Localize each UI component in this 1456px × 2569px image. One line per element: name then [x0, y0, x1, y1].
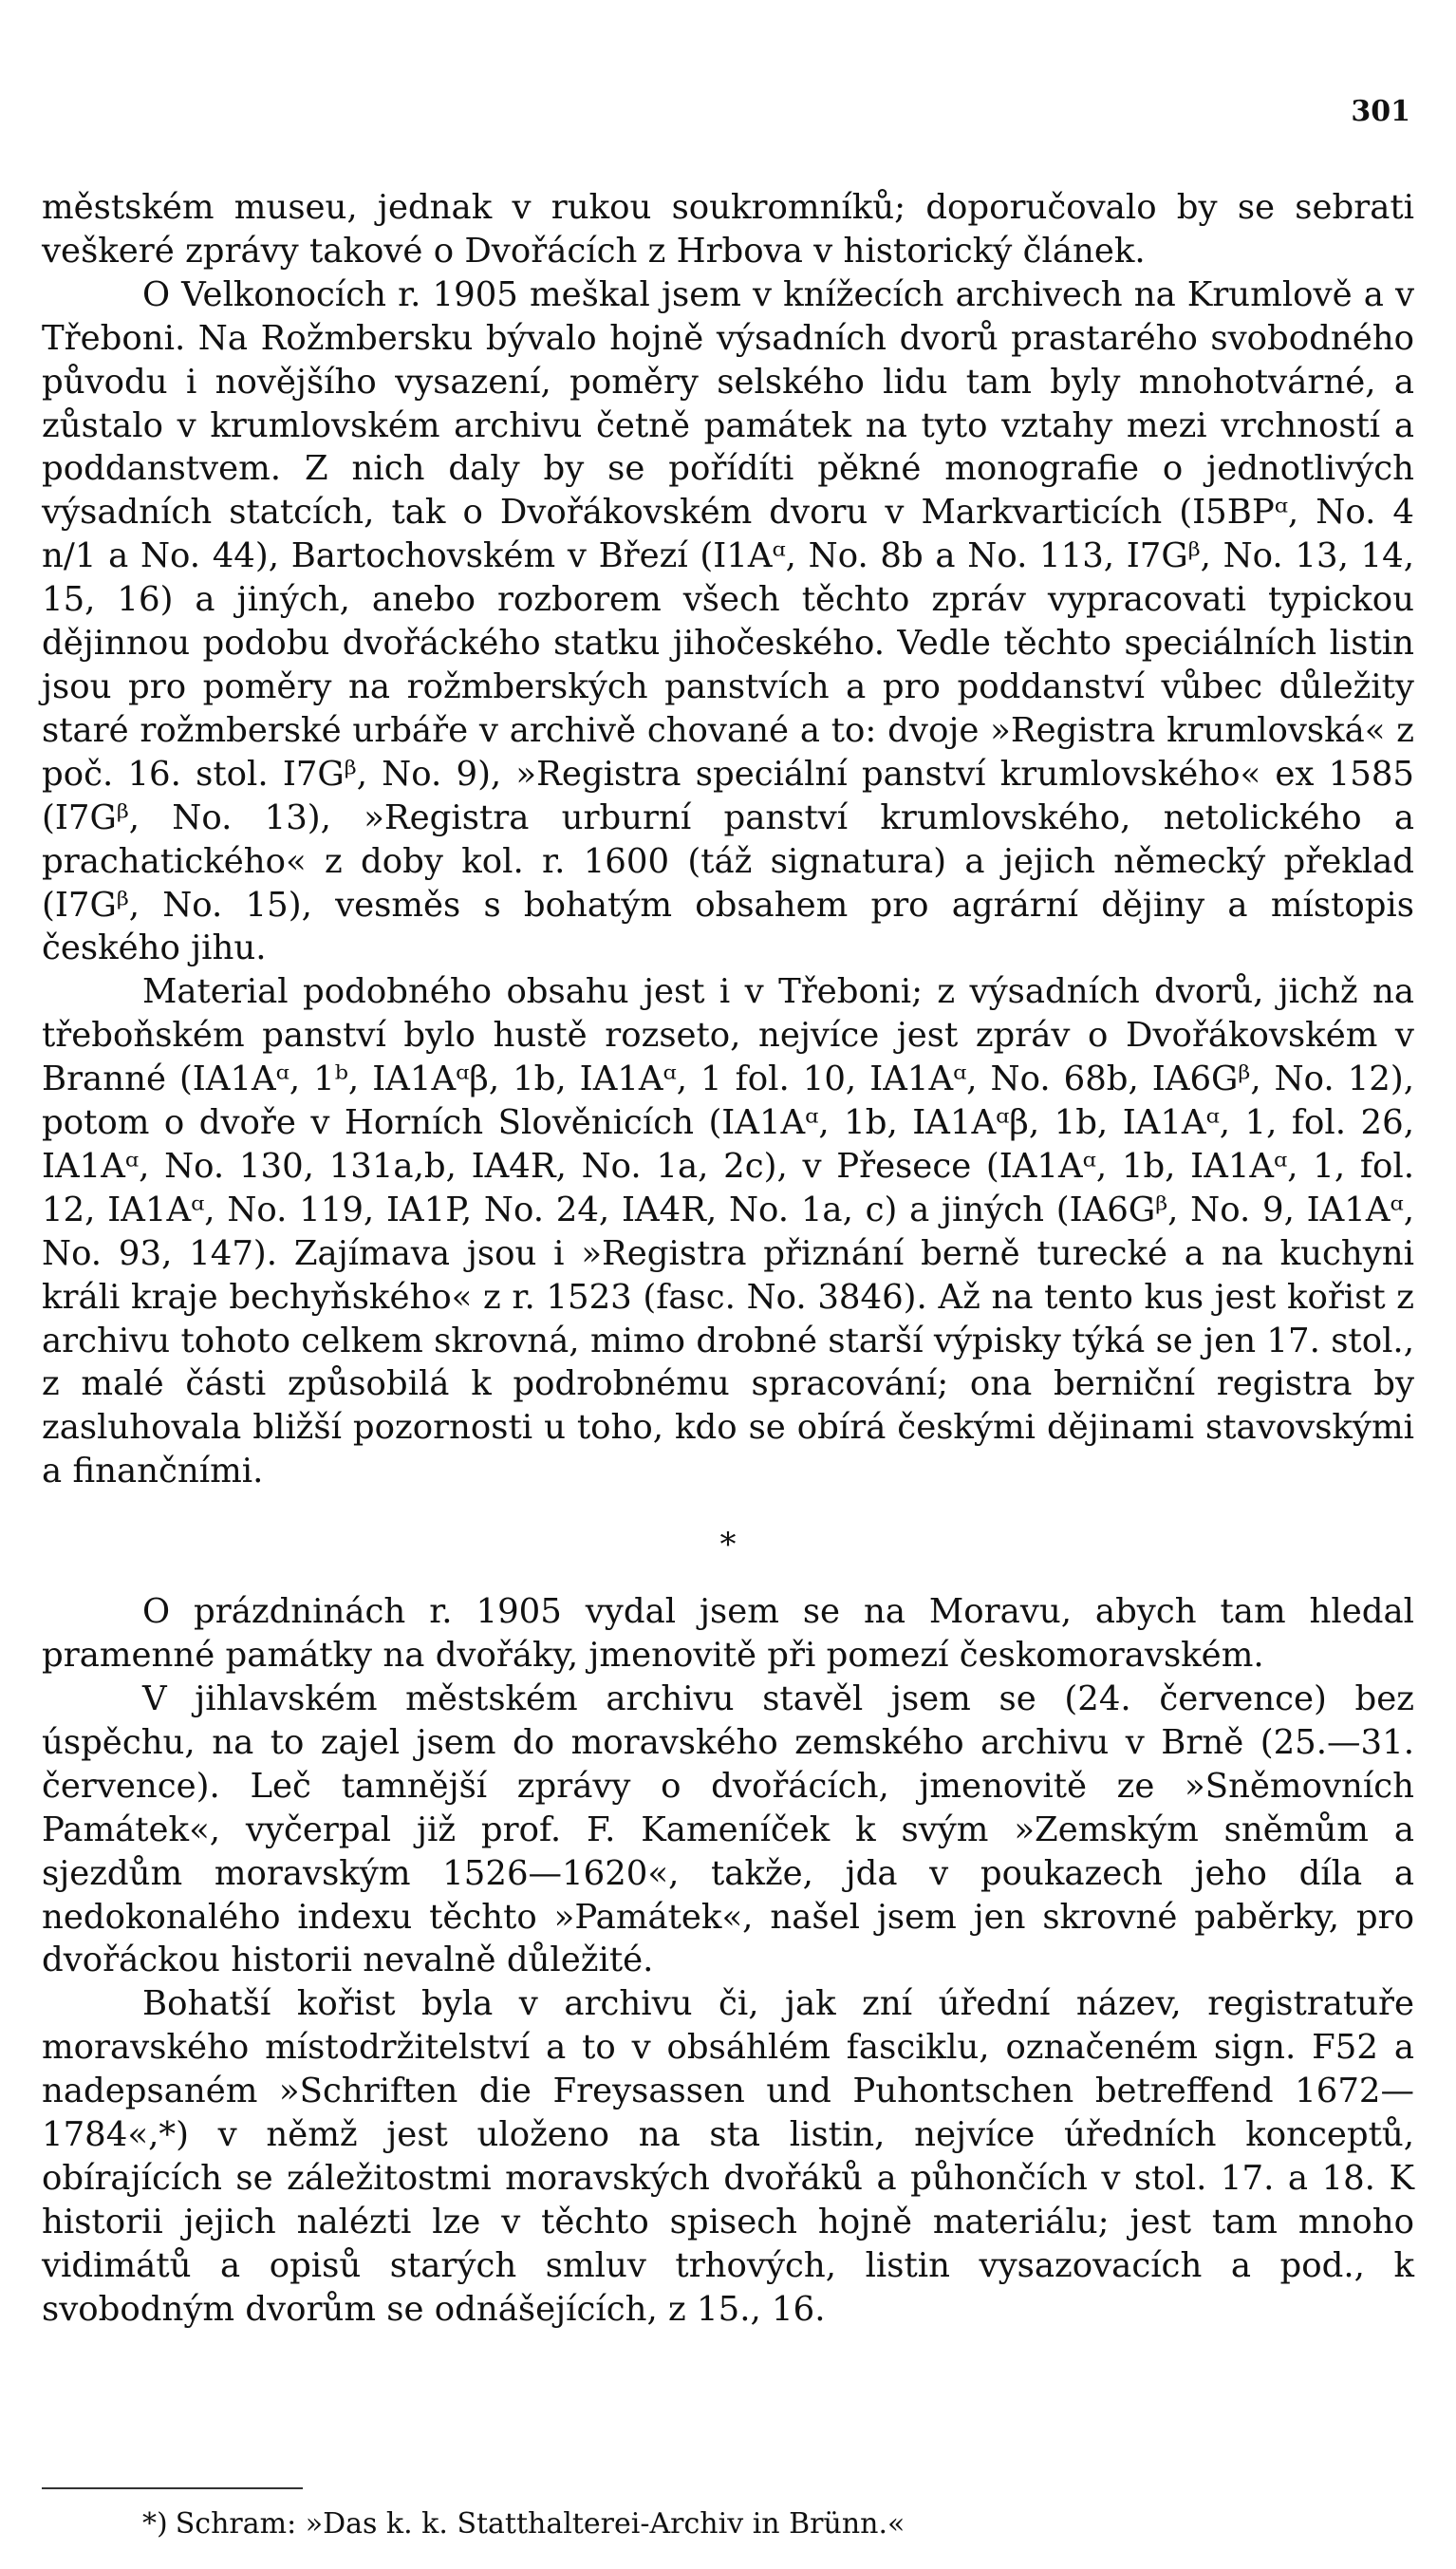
footnote-text: Schram: »Das k. k. Statthalterei-Archiv in Brünn.« [175, 2507, 905, 2541]
footnote-mark: *) [142, 2507, 168, 2541]
paragraph-4: O prázdninách r. 1905 vydal jsem se na Moravu, abych tam hledal pramenné památky na dvořáky, jmenovitě při pomezí českomoravském. [42, 1592, 1414, 1676]
footnote-rule [42, 2487, 303, 2489]
body-text [42, 186, 1414, 2332]
section-asterism: * [719, 1526, 737, 1565]
paragraph-5: V jihlavském městském archivu stavěl jsem se (24. července) bez úspěchu, na to zajel jsem do moravského zemského archivu v Brně (25.—31. července). Leč tamnější zprávy o dvořácích, jmenovitě ze »Sněmovních Památek«, vyčerpal již prof. F. Kameníček k svým »Zemským sněmům a sjezdům moravským 1526—1620«, takže, jda v poukazech jeho díla a nedokonalého indexu těchto »Památek«, našel jsem jen skrovné paběrky, pro dvořáckou historii nevalně důležité. [42, 1679, 1414, 1980]
paragraph-2: O Velkonocích r. 1905 meškal jsem v knížecích archivech na Krumlově a v Třeboni. Na Rožmbersku bývalo hojně výsadních dvorů prastarého svobodného původu i novějšího vysazení, poměry selského lidu tam byly mnohotvárné, a zůstalo v krumlovském archivu četně památek na tyto vztahy mezi vrchností a poddanstvem. Z nich daly by se pořídíti pěkné monografie o jednotlivých výsadních statcích, tak o Dvořákovském dvoru v Markvarticích (I5BPᵅ, No. 4 n/1 a No. 44), Bartochovském v Březí (I1Aᵅ, No. 8b a No. 113, I7Gᵝ, No. 13, 14, 15, 16) a jiných, anebo rozborem všech těchto zpráv vypracovati typickou dějinnou podobu dvořáckého statku jihočeského. Vedle těchto speciálních listin jsou pro poměry na rožmberských panstvích a pro poddanství vůbec důležity staré rožmberské urbáře v archivě chované a to: dvoje »Registra krumlovská« z poč. 16. stol. I7Gᵝ, No. 9), »Registra speciální panství krumlovského« ex 1585 (I7Gᵝ, No. 13), »Registra urburní panství krumlovského, netolického a prachatického« z doby kol. r. 1600 (táž signatura) a jejich německý překlad (I7Gᵝ, No. 15), vesměs s bohatým obsahem pro agrární dějiny a místopis českého jihu. [42, 274, 1414, 968]
footnote [142, 2506, 1414, 2542]
page-number: 301 [1351, 95, 1410, 128]
paragraph-1: městském museu, jednak v rukou soukromníků; doporučovalo by se sebrati veškeré zprávy takové o Dvořácích z Hrbova v historický článek. [42, 188, 1414, 271]
paragraph-6: Bohatší kořist byla v archivu či, jak zní úřední název, registratuře moravského místodržitelství a to v obsáhlém fasciklu, označeném sign. F52 a nadepsaném »Schriften die Freysassen und Puhontschen betreffend 1672—1784«,*) v němž jest uloženo na sta listin, nejvíce úředních konceptů, obírajících se záležitostmi moravských dvořáků a půhončích v stol. 17. a 18. K historii jejich nalézti lze v těchto spisech hojně materiálu; jest tam mnoho vidimátů a opisů starých smluv trhových, listin vysazovacích a pod., k svobodným dvorům se odnášejících, z 15., 16. [42, 1984, 1414, 2329]
paragraph-3: Material podobného obsahu jest i v Třeboni; z výsadních dvorů, jichž na třeboňském panství bylo hustě rozseto, nejvíce jest zpráv o Dvořákovském v Branné (IA1Aᵅ, 1ᵇ, IA1Aᵅβ, 1b, IA1Aᵅ, 1 fol. 10, IA1Aᵅ, No. 68b, IA6Gᵝ, No. 12), potom o dvoře v Horních Slověnicích (IA1Aᵅ, 1b, IA1Aᵅβ, 1b, IA1Aᵅ, 1, fol. 26, IA1Aᵅ, No. 130, 131a,b, IA4R, No. 1a, 2c), v Přesece (IA1Aᵅ, 1b, IA1Aᵅ, 1, fol. 12, IA1Aᵅ, No. 119, IA1P, No. 24, IA4R, No. 1a, c) a jiných (IA6Gᵝ, No. 9, IA1Aᵅ, No. 93, 147). Zajímava jsou i »Registra přiznání berně turecké a na kuchyni králi kraje bechyňského« z r. 1523 (fasc. No. 3846). Až na tento kus jest kořist z archivu tohoto celkem skrovná, mimo drobné starší výpisky týká se jen 17. stol., z malé části způsobilá k podrobnému spracování; ona berniční registra by zasluhovala bližší pozornosti u toho, kdo se obírá českými dějinami stavovskými a finančními. [42, 972, 1414, 1491]
